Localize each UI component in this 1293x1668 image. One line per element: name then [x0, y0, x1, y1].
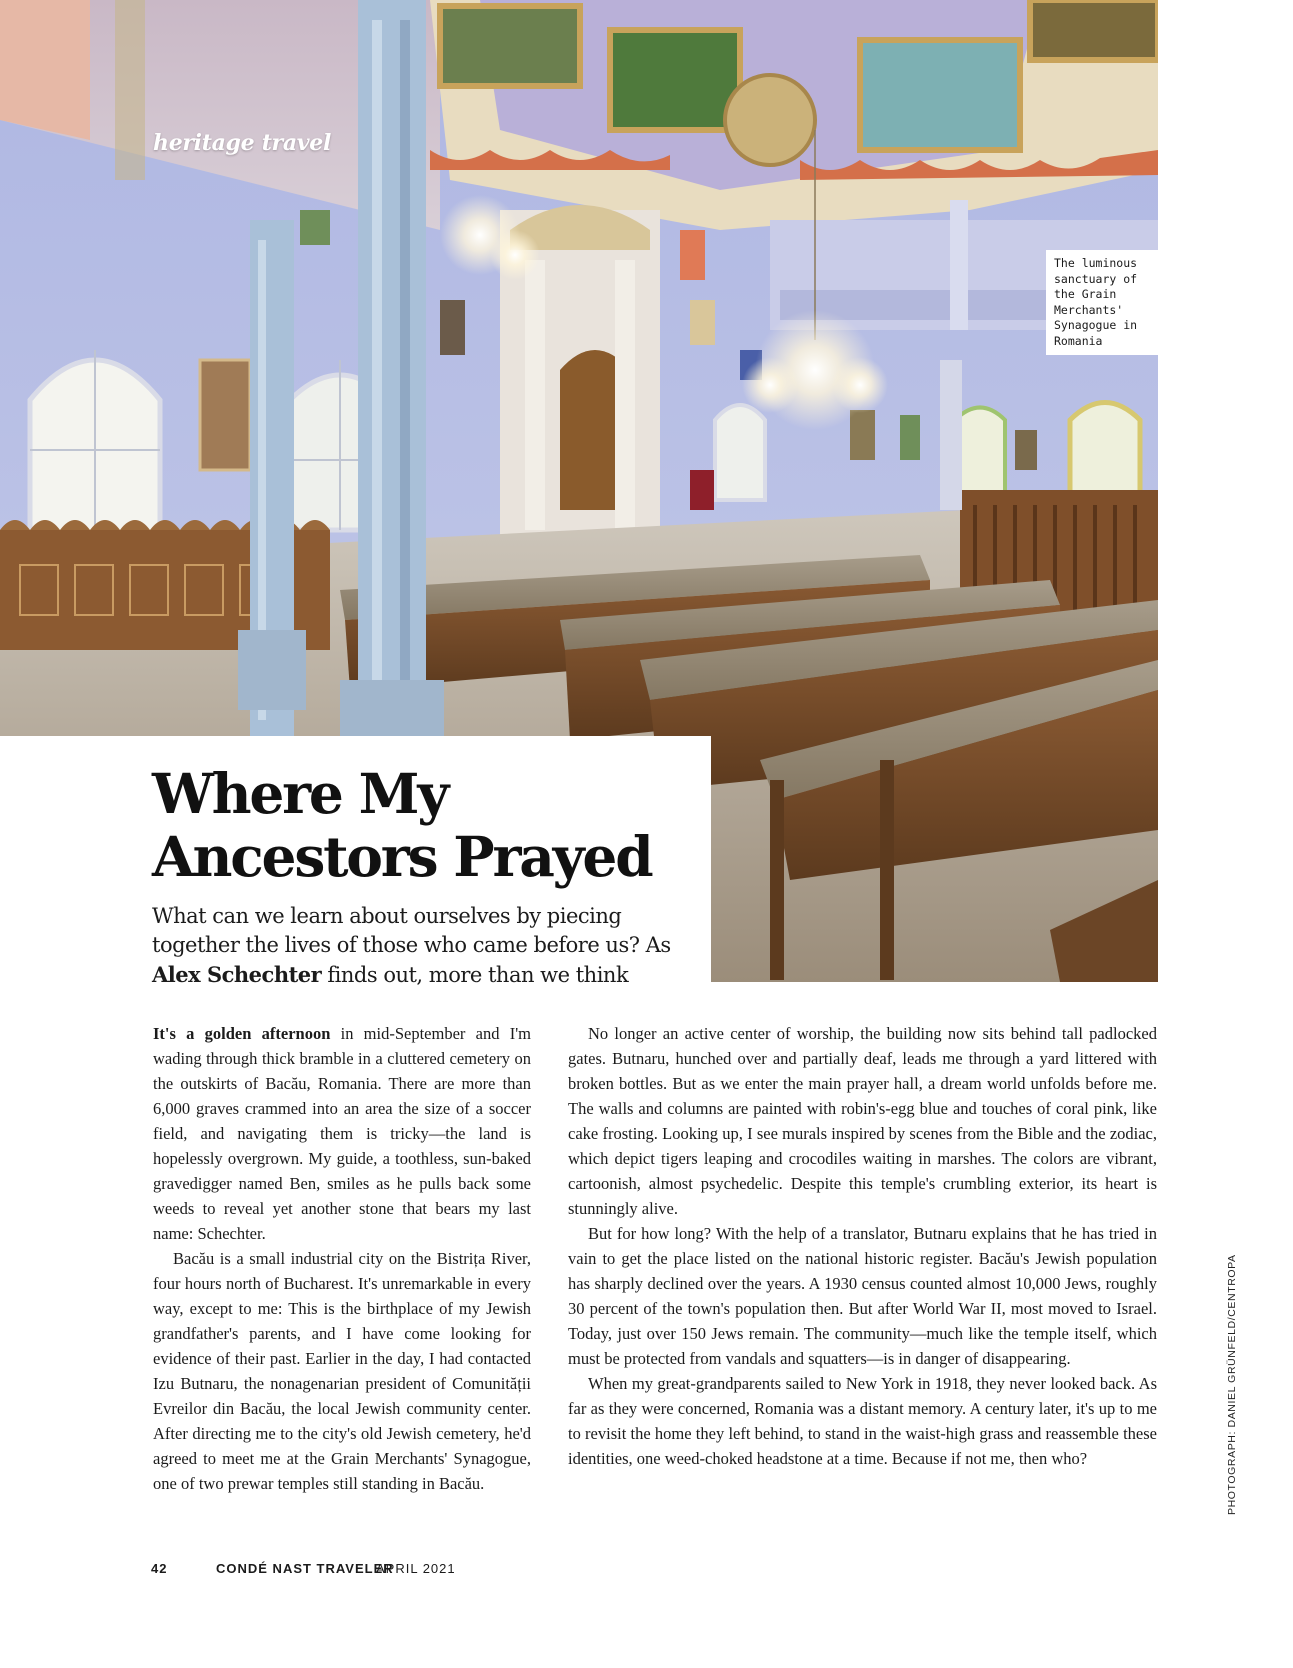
lead-in: It's a golden afternoon	[153, 1024, 331, 1043]
author-name: Alex Schechter	[152, 962, 322, 987]
body-paragraph-2: Bacău is a small industrial city on the Bistrița River, four hours north of Bucharest. It's unremarkable in every way, except to me: This is the birthplace of my Jewish grandfather's parents, and I have come looking for evidence of their past. Earlier in the day, I had contacted Izu Butnaru, the nonagenarian president of Comunității Evreilor din Bacău, the local Jewish community center. After directing me to the city's old Jewish cemetery, he'd agreed to meet me at the Grain Merchants' Synagogue, one of two prewar temples still standing in Bacău.	[153, 1249, 531, 1493]
headline	[152, 762, 712, 888]
section-label: heritage travel	[153, 130, 332, 156]
body-paragraph-1	[153, 1021, 531, 1246]
dek	[152, 902, 692, 990]
dek-text-after: finds out, more than we think	[321, 963, 629, 987]
headline-line-1: Where My	[152, 761, 448, 826]
body-column-left	[153, 1021, 531, 1496]
photo-caption: The luminous sanctuary of the Grain Merchants' Synagogue in Romania	[1046, 250, 1158, 355]
body-column-right	[568, 1021, 1157, 1471]
paragraph-1-text: in mid-September and I'm wading through thick bramble in a cluttered cemetery on the outskirts of Bacău, Romania. There are more than 6,000 graves crammed into an area the size of a soccer field, and navigating them is tricky—the land is hopelessly overgrown. My guide, a toothless, sun-baked gravedigger named Ben, smiles as he pulls back some weeds to reveal yet another stone that bears my last name: Schechter.	[153, 1024, 531, 1243]
body-paragraph-3: No longer an active center of worship, the building now sits behind tall padlocked gates. Butnaru, hunched over and partially deaf, leads me through a yard littered with broken bottles. But as we enter the main prayer hall, a dream world unfolds before me. The walls and columns are painted with robin's-egg blue and touches of coral pink, like cake frosting. Looking up, I see murals inspired by scenes from the Bible and the zodiac, which depict tigers leaping and crocodiles waiting in marshes. The colors are vibrant, cartoonish, almost psychedelic. Despite this temple's crumbling exterior, its heart is stunningly alive.	[568, 1024, 1157, 1218]
photo-credit: PHOTOGRAPH: DANIEL GRÜNFELD/CENTROPA	[1226, 1254, 1238, 1515]
issue-date: APRIL 2021	[376, 1561, 456, 1576]
publication-name: CONDÉ NAST TRAVELER	[216, 1561, 394, 1576]
body-paragraph-4: But for how long? With the help of a translator, Butnaru explains that he has tried in vain to get the place listed on the national historic register. Bacău's Jewish population has sharply declined over the years. A 1930 census counted almost 10,000 Jews, roughly 30 percent of the town's population then. But after World War II, most moved to Israel. Today, just over 150 Jews remain. The community—much like the temple itself, which must be protected from vandals and squatters—is in danger of disappearing.	[568, 1224, 1157, 1368]
dek-text-before: What can we learn about ourselves by piecing together the lives of those who came before us? As	[152, 904, 671, 957]
headline-line-2: Ancestors Prayed	[152, 824, 652, 889]
page-number: 42	[151, 1561, 168, 1576]
body-paragraph-5: When my great-grandparents sailed to New York in 1918, they never looked back. As far as they were concerned, Romania was a distant memory. A century later, it's up to me to revisit the home they left behind, to stand in the waist-high grass and reassemble these identities, one weed-choked headstone at a time. Because if not me, then who?	[568, 1374, 1157, 1468]
